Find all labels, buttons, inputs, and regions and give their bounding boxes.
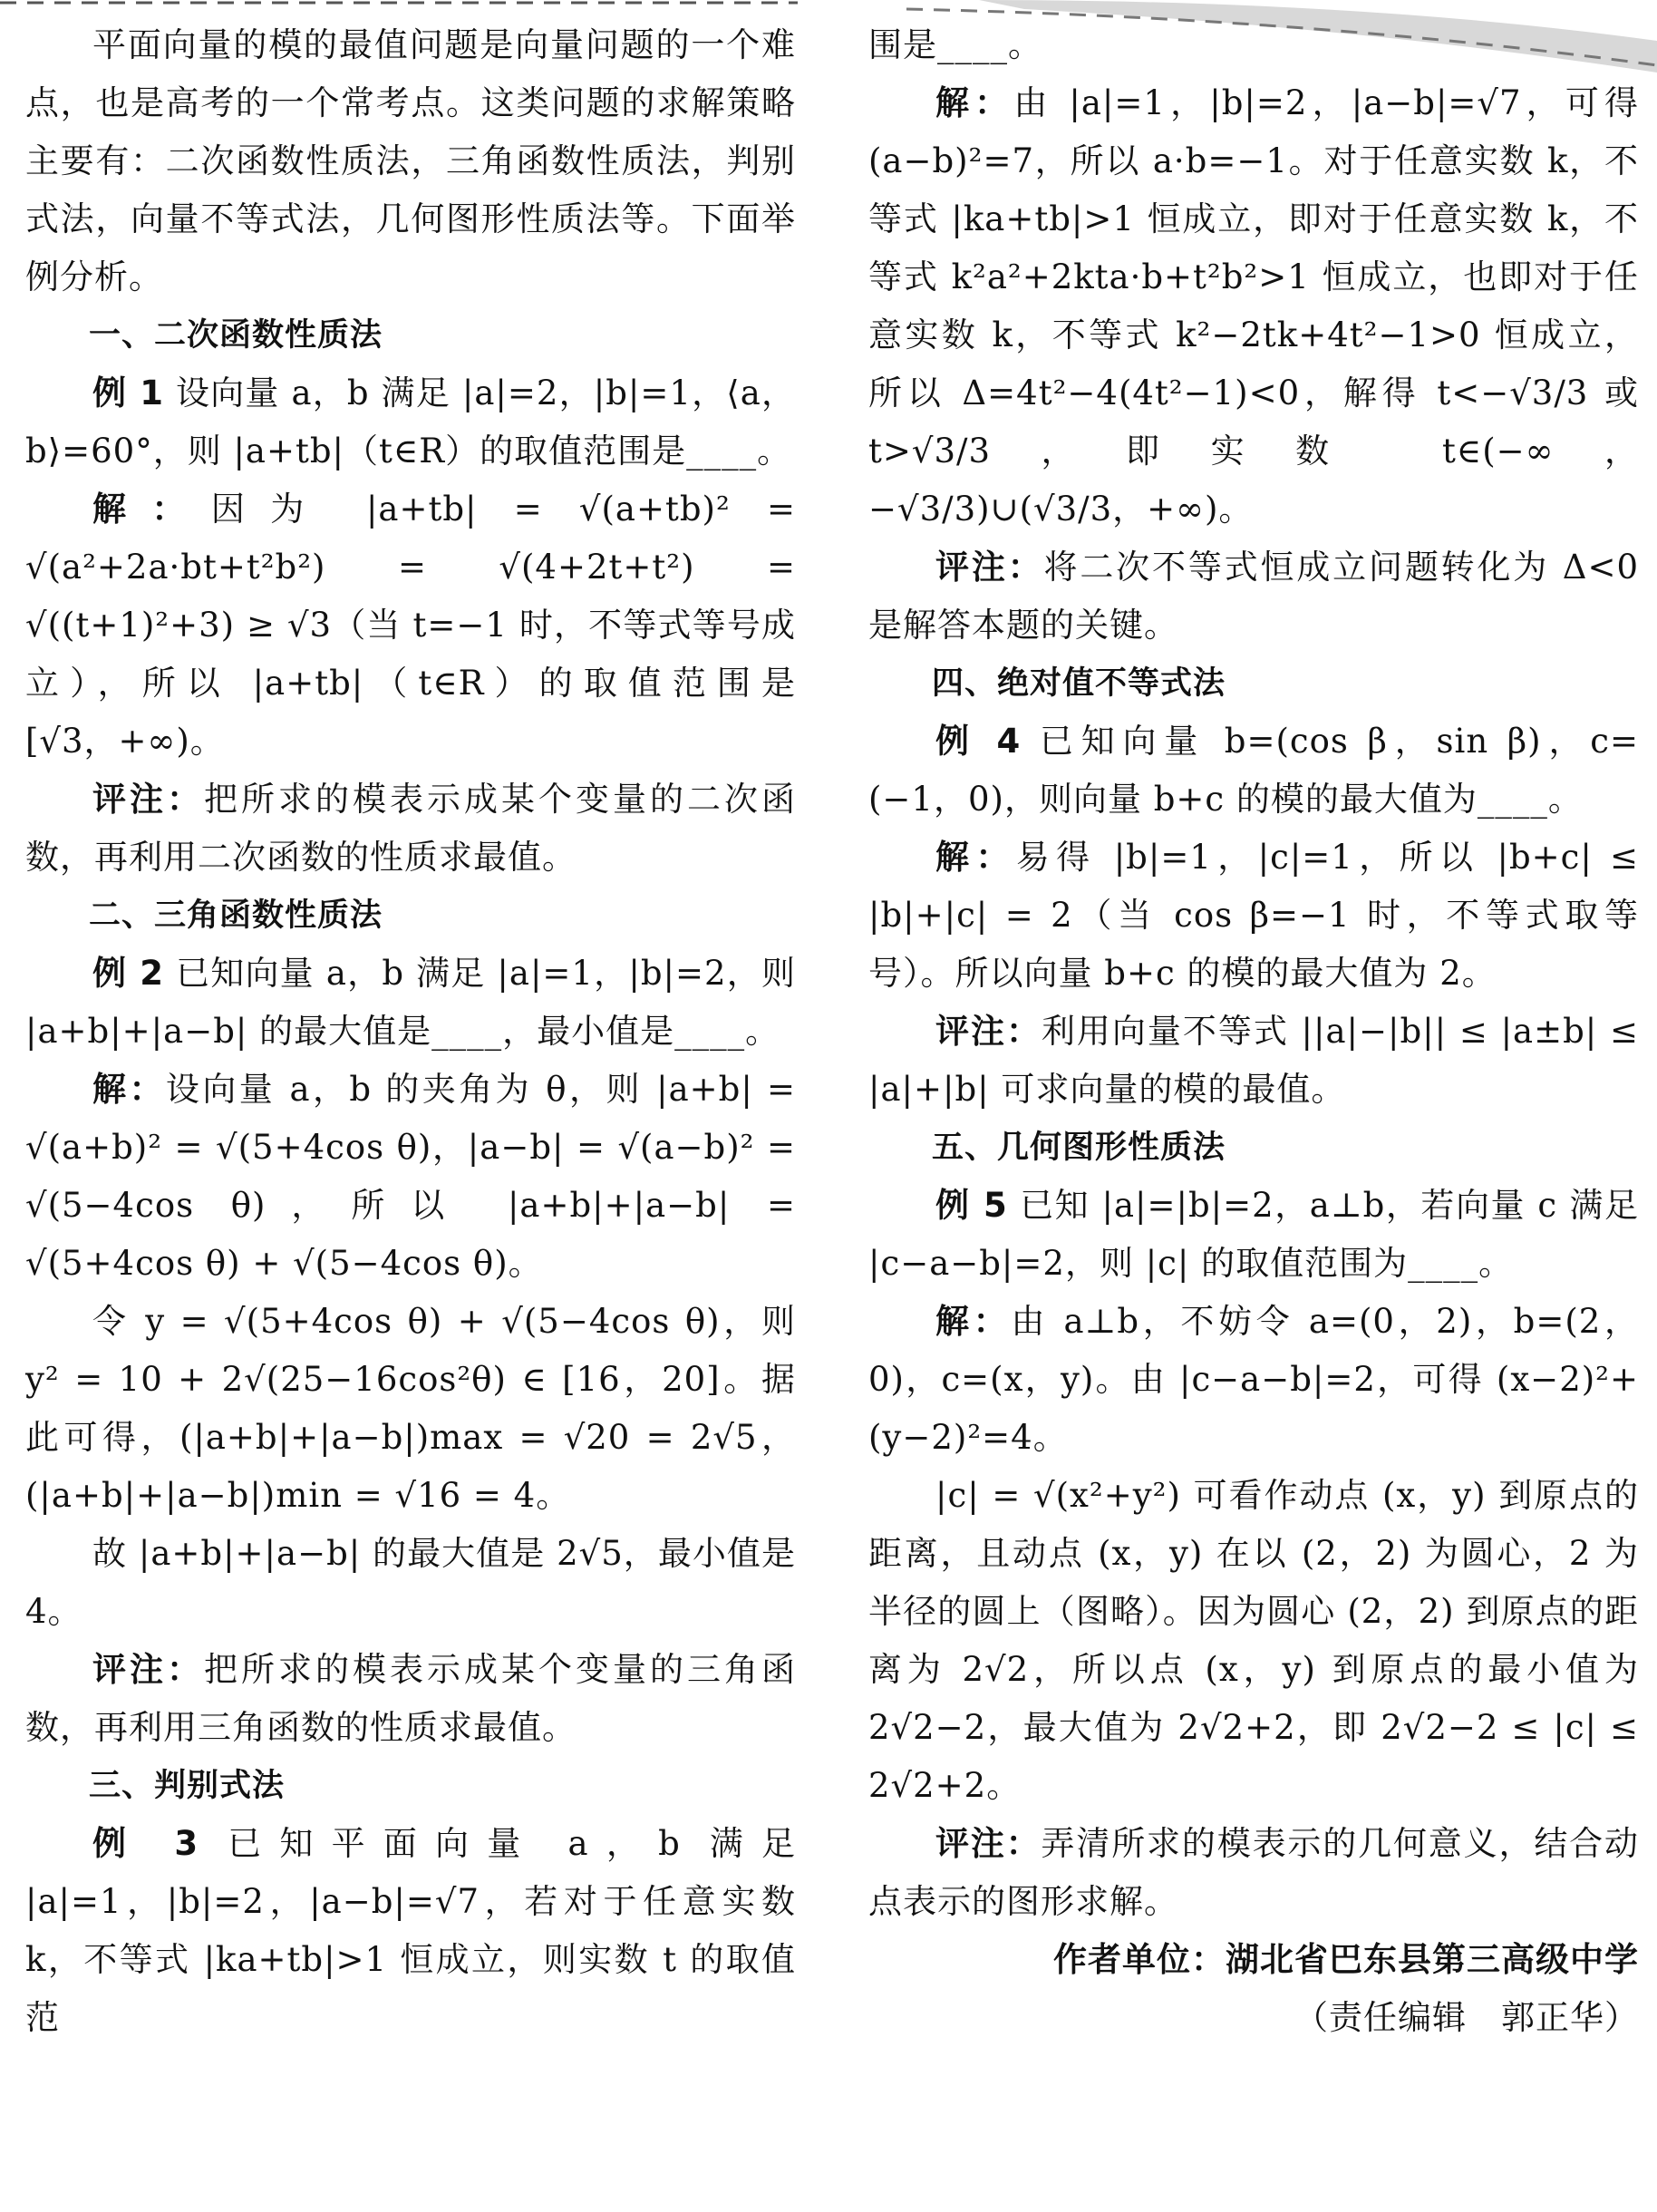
comment-4 <box>868 1003 1639 1119</box>
solution-5-text: 由 a⊥b，不妨令 a=(0，2)，b=(2，0)，c=(x，y)。由 |c−a−b|=2，可得 (x−2)²+(y−2)²=4。 <box>868 1302 1639 1457</box>
section-4-heading: 四、绝对值不等式法 <box>932 665 1226 702</box>
editor-credit: （责任编辑 郭正华） <box>1294 1998 1639 2037</box>
section-2-heading: 二、三角函数性质法 <box>89 897 383 934</box>
example-4-text: 已知向量 b=(cos β，sin β)，c=(−1，0)，则向量 b+c 的模的最大值为____。 <box>868 722 1639 819</box>
example-4 <box>868 713 1639 829</box>
solution-2 <box>25 1061 796 1293</box>
solution-1-text: 因为 |a+tb| = √(a+tb)² = √(a²+2a·bt+t²b²) = √(4+2t+t²) = √((t+1)²+3) ≥ √3（当 t=−1 时，不等式等号成立），所以 |a+tb|（t∈R）的取值范围是 [√3，+∞)。 <box>25 490 796 761</box>
solution-2-label: 解： <box>92 1070 166 1109</box>
example-1-text: 设向量 a，b 满足 |a|=2，|b|=1，⟨a，b⟩=60°，则 |a+tb|（t∈R）的取值范围是____。 <box>25 374 796 471</box>
solution-5-continued: |c| = √(x²+y²) 可看作动点 (x，y) 到原点的距离，且动点 (x，y) 在以 (2，2) 为圆心，2 为半径的圆上（图略）。因为圆心 (2，2) 到原点的距离为 2√2，所以点 (x，y) 到原点的最小值为 2√2−2，最大值为 2√2+2，即 2√2−2 ≤ |c| ≤ 2√2+2。 <box>868 1476 1639 1805</box>
solution-5 <box>868 1293 1639 1467</box>
solution-3-label: 解： <box>935 83 1014 122</box>
comment-5-label: 评注： <box>935 1824 1042 1863</box>
solution-5-label: 解： <box>935 1302 1012 1341</box>
solution-3-text: 由 |a|=1，|b|=2，|a−b|=√7，可得 (a−b)²=7，所以 a·b=−1。对于任意实数 k，不等式 |ka+tb|>1 恒成立，即对于任意实数 k，不等式 k²a²+2kta·b+t²b²>1 恒成立，也即对于任意实数 k，不等式 k²−2tk+4t²−1>0 恒成立，所以 Δ=4t²−4(4t²−1)<0，解得 t<−√3/3 或 t>√3/3，即实数 t∈(−∞，−√3/3)∪(√3/3，+∞)。 <box>868 83 1639 529</box>
comment-1 <box>25 771 796 887</box>
comment-4-text: 利用向量不等式 ||a|−|b|| ≤ |a±b| ≤ |a|+|b| 可求向量的模的最值。 <box>868 1012 1639 1109</box>
comment-3 <box>868 538 1639 655</box>
comment-3-label: 评注： <box>935 548 1044 587</box>
author-affiliation: 作者单位：湖北省巴东县第三高级中学 <box>1053 1940 1639 1979</box>
example-2-text: 已知向量 a，b 满足 |a|=1，|b|=2，则 |a+b|+|a−b| 的最大值是____，最小值是____。 <box>25 954 796 1051</box>
example-3-label: 例 3 <box>92 1824 199 1863</box>
right-column <box>868 16 1639 2047</box>
example-1 <box>25 364 796 480</box>
example-5-text: 已知 |a|=|b|=2，a⊥b，若向量 c 满足 |c−a−b|=2，则 |c| 的取值范围为____。 <box>868 1186 1639 1283</box>
example-5 <box>868 1177 1639 1293</box>
solution-2-text: 设向量 a，b 的夹角为 θ，则 |a+b| = √(a+b)² = √(5+4cos θ)，|a−b| = √(a−b)² = √(5−4cos θ)，所以 |a+b|+|a−b| = √(5+4cos θ) + √(5−4cos θ)。 <box>25 1070 797 1283</box>
solution-4-label: 解： <box>935 838 1016 877</box>
solution-1-label: 解： <box>92 490 211 529</box>
example-2-label: 例 2 <box>92 954 165 993</box>
solution-1 <box>25 480 796 771</box>
comment-3-text: 将二次不等式恒成立问题转化为 Δ<0 是解答本题的关键。 <box>868 548 1639 645</box>
intro-paragraph: 平面向量的模的最值问题是向量问题的一个难点，也是高考的一个常考点。这类问题的求解策略主要有：二次函数性质法，三角函数性质法，判别式法，向量不等式法，几何图形性质法等。下面举例分析。 <box>25 25 796 296</box>
example-3-text: 已知平面向量 a，b 满足 |a|=1，|b|=2，|a−b|=√7，若对于任意实数 k，不等式 |ka+tb|>1 恒成立，则实数 t 的取值范 <box>25 1824 796 2037</box>
comment-5 <box>868 1815 1639 1931</box>
example-4-label: 例 4 <box>935 722 1022 761</box>
comment-1-label: 评注： <box>92 780 204 819</box>
example-3-continued: 围是____。 <box>868 25 1042 64</box>
left-column <box>25 16 796 2047</box>
comment-2-text: 把所求的模表示成某个变量的三角函数，再利用三角函数的性质求最值。 <box>25 1650 796 1747</box>
solution-3 <box>868 74 1639 538</box>
solution-4 <box>868 829 1639 1003</box>
comment-4-label: 评注： <box>935 1012 1042 1051</box>
section-1-heading: 一、二次函数性质法 <box>89 317 383 354</box>
comment-1-text: 把所求的模表示成某个变量的二次函数，再利用二次函数的性质求最值。 <box>25 780 796 877</box>
solution-2-continued: 令 y = √(5+4cos θ) + √(5−4cos θ)，则 y² = 10 + 2√(25−16cos²θ) ∈ [16，20]。据此可得，(|a+b|+|a−b|)max = √20 = 2√5，(|a+b|+|a−b|)min = √16 = 4。 <box>25 1302 796 1515</box>
comment-5-text: 弄清所求的模表示的几何意义，结合动点表示的图形求解。 <box>868 1824 1640 1921</box>
comment-2 <box>25 1641 796 1757</box>
section-5-heading: 五、几何图形性质法 <box>932 1130 1226 1166</box>
example-1-label: 例 1 <box>92 374 165 412</box>
section-3-heading: 三、判别式法 <box>89 1768 286 1804</box>
comment-2-label: 评注： <box>92 1650 204 1689</box>
solution-4-text: 易得 |b|=1，|c|=1，所以 |b+c| ≤ |b|+|c| = 2（当 cos β=−1 时，不等式取等号）。所以向量 b+c 的模的最大值为 2。 <box>868 838 1640 993</box>
example-3 <box>25 1815 796 2047</box>
example-2 <box>25 945 796 1061</box>
solution-2-conclusion: 故 |a+b|+|a−b| 的最大值是 2√5，最小值是 4。 <box>25 1534 796 1631</box>
example-5-label: 例 5 <box>935 1186 1008 1225</box>
